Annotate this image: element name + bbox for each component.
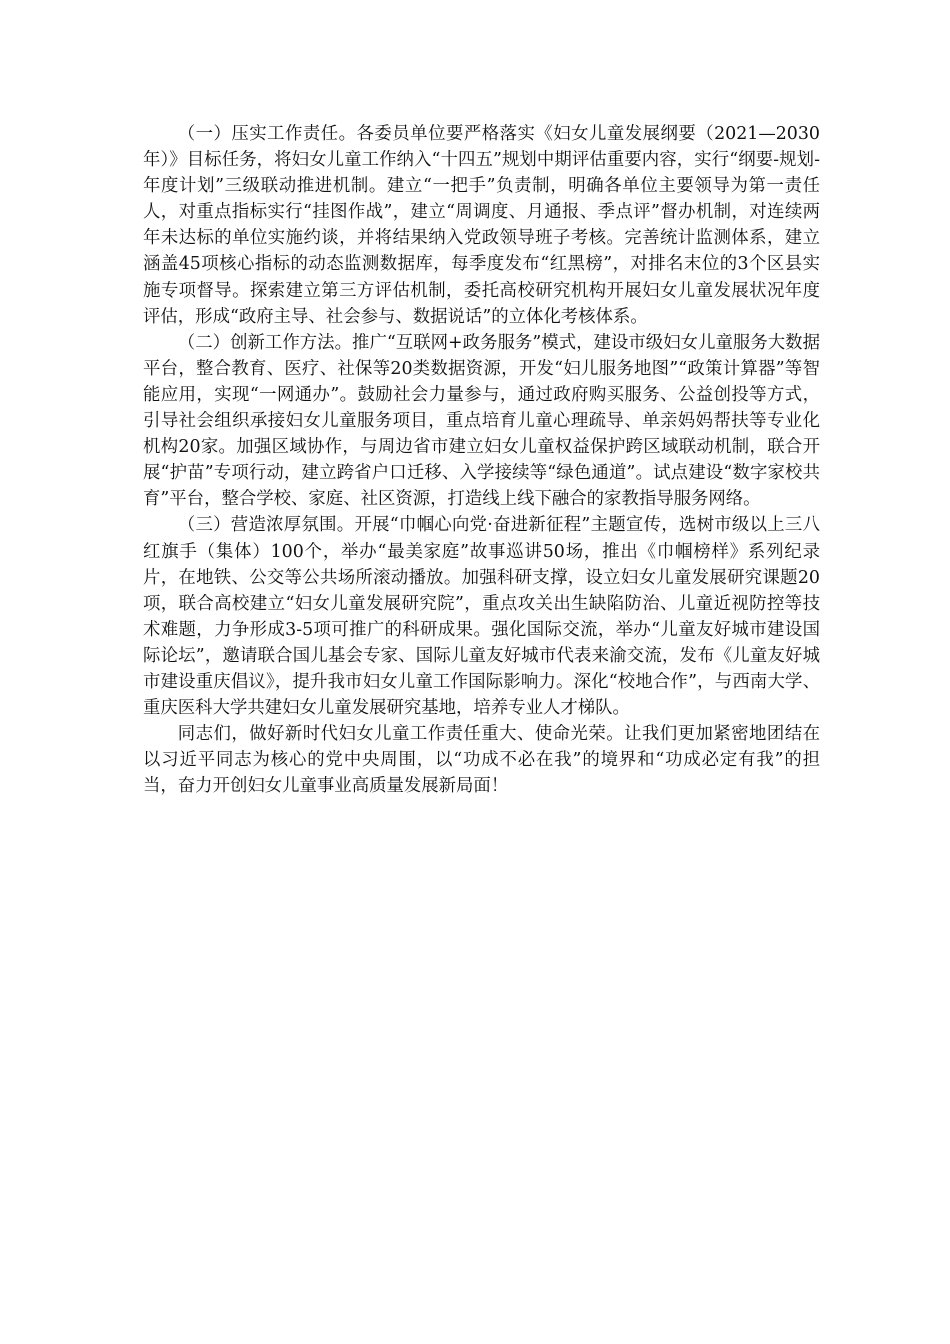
paragraph-atmosphere: （三）营造浓厚氛围。开展“巾帼心向党·奋进新征程”主题宣传，选树市级以上三八红旗手（集体）100个，举办“最美家庭”故事巡讲50场，推出《巾帼榜样》系列纪录片，在地铁、公交等公共场所滚动播放。加强科研支撑，设立妇女儿童发展研究课题20项，联合高校建立“妇女儿童发展研究院”，重点攻关出生缺陷防治、儿童近视防控等技术难题，力争形成3-5项可推广的科研成果。强化国际交流，举办“儿童友好城市建设国际论坛”，邀请联合国儿基会专家、国际儿童友好城市代表来渝交流，发布《儿童友好城市建设重庆倡议》，提升我市妇女儿童工作国际影响力。深化“校地合作”，与西南大学、重庆医科大学共建妇女儿童发展研究基地，培养专业人才梯队。 bbox=[143, 515, 820, 719]
paragraph-work-responsibility: （一）压实工作责任。各委员单位要严格落实《妇女儿童发展纲要（2021—2030年）》目标任务，将妇女儿童工作纳入“十四五”规划中期评估重要内容，实行“纲要-规划-年度计划”三级联动推进机制。建立“一把手”负责制，明确各单位主要领导为第一责任人，对重点指标实行“挂图作战”，建立“周调度、月通报、季点评”督办机制，对连续两年未达标的单位实施约谈，并将结果纳入党政领导班子考核。完善统计监测体系，建立涵盖45项核心指标的动态监测数据库，每季度发布“红黑榜”，对排名末位的3个区县实施专项督导。探索建立第三方评估机制，委托高校研究机构开展妇女儿童发展状况年度评估，形成“政府主导、社会参与、数据说话”的立体化考核体系。 bbox=[143, 124, 820, 327]
paragraph-closing: 同志们，做好新时代妇女儿童工作责任重大、使命光荣。让我们更加紧密地团结在以习近平同志为核心的党中央周围，以“功成不必在我”的境界和“功成必定有我”的担当，奋力开创妇女儿童事业高质量发展新局面！ bbox=[143, 724, 820, 797]
paragraph-work-methods: （二）创新工作方法。推广“互联网+政务服务”模式，建设市级妇女儿童服务大数据平台，整合教育、医疗、社保等20类数据资源，开发“妇儿服务地图”“政策计算器”等智能应用，实现“一网通办”。鼓励社会力量参与，通过政府购买服务、公益创投等方式，引导社会组织承接妇女儿童服务项目，重点培育儿童心理疏导、单亲妈妈帮扶等专业化机构20家。加强区域协作，与周边省市建立妇女儿童权益保护跨区域联动机制，联合开展“护苗”专项行动，建立跨省户口迁移、入学接续等“绿色通道”。试点建设“数字家校共育”平台，整合学校、家庭、社区资源，打造线上线下融合的家教指导服务网络。 bbox=[143, 332, 820, 510]
document-body bbox=[143, 121, 820, 799]
